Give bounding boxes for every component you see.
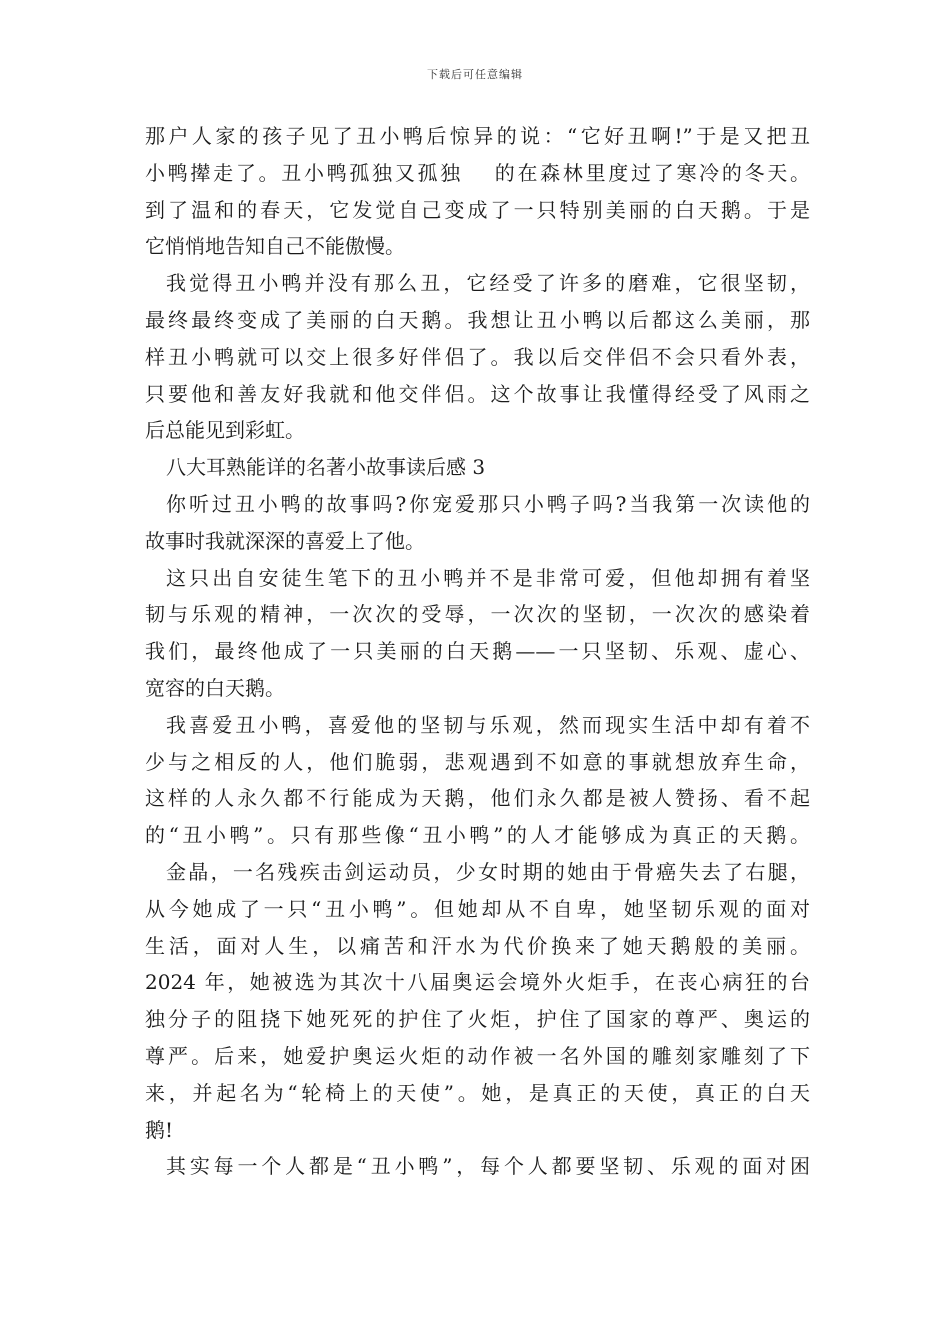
text-line: 少与之相反的人，他们脆弱，悲观遇到不如意的事就想放弃生命，: [145, 749, 810, 774]
text-line: 其实每一个人都是“丑小鸭”，每个人都要坚韧、乐观的面对困: [166, 1154, 810, 1179]
text-line: 那户人家的孩子见了丑小鸭后惊异的说：“它好丑啊!”于是又把丑: [145, 124, 810, 148]
document-body: [145, 118, 810, 1185]
text-line: 尊严。后来，她爱护奥运火炬的动作被一名外国的雕刻家雕刻了下: [145, 1043, 810, 1068]
text-line: 宽容的白天鹅。: [145, 675, 285, 700]
text-line: 金晶，一名残疾击剑运动员，少女时期的她由于骨癌失去了右腿，: [166, 859, 810, 884]
text-line: 生活，面对人生，以痛苦和汗水为代价换来了她天鹅般的美丽。: [145, 933, 810, 958]
text-line: 后总能见到彩虹。: [145, 418, 305, 443]
text-line: 最终最终变成了美丽的白天鹅。我想让丑小鸭以后都这么美丽，那: [145, 307, 810, 332]
text-line: 我喜爱丑小鸭，喜爱他的坚韧与乐观，然而现实生活中却有着不: [166, 712, 810, 737]
text-line: 你听过丑小鸭的故事吗?你宠爱那只小鸭子吗?当我第一次读他的: [166, 491, 810, 516]
text-line: 到了温和的春天，它发觉自己变成了一只特别美丽的白天鹅。于是: [145, 197, 810, 222]
text-line: 来，并起名为“轮椅上的天使”。她，是真正的天使，真正的白天: [145, 1080, 810, 1105]
text-line: 它悄悄地告知自己不能傲慢。: [145, 234, 405, 259]
text-line: 小鸭撵走了。丑小鸭孤独又孤独 的在森林里度过了寒冷的冬天。: [145, 160, 810, 185]
text-line: 只要他和善友好我就和他交伴侣。这个故事让我懂得经受了风雨之: [145, 381, 810, 406]
text-line: 样丑小鸭就可以交上很多好伴侣了。我以后交伴侣不会只看外表，: [145, 344, 810, 369]
text-line: 的“丑小鸭”。只有那些像“丑小鸭”的人才能够成为真正的天鹅。: [145, 823, 810, 848]
text-line: 八大耳熟能详的名著小故事读后感 3: [166, 455, 486, 480]
text-line: 从今她成了一只“丑小鸭”。但她却从不自卑，她坚韧乐观的面对: [145, 896, 810, 921]
text-line: 我们，最终他成了一只美丽的白天鹅——一只坚韧、乐观、虚心、: [145, 639, 810, 664]
text-line: 韧与乐观的精神，一次次的受辱，一次次的坚韧，一次次的感染着: [145, 602, 810, 627]
text-line: 鹅!: [145, 1117, 174, 1142]
text-line: 独分子的阻挠下她死死的护住了火炬，护住了国家的尊严、奥运的: [145, 1007, 810, 1032]
text-line: 这只出自安徒生笔下的丑小鸭并不是非常可爱，但他却拥有着坚: [166, 565, 810, 590]
text-line: 这样的人永久都不行能成为天鹅，他们永久都是被人赞扬、看不起: [145, 786, 810, 811]
text-line: 我觉得丑小鸭并没有那么丑，它经受了许多的磨难，它很坚韧，: [166, 271, 810, 296]
page-header: 下载后可任意编辑: [427, 68, 523, 81]
text-line: 2024 年，她被选为其次十八届奥运会境外火炬手，在丧心病狂的台: [145, 970, 810, 995]
text-line: 故事时我就深深的喜爱上了他。: [145, 528, 425, 553]
